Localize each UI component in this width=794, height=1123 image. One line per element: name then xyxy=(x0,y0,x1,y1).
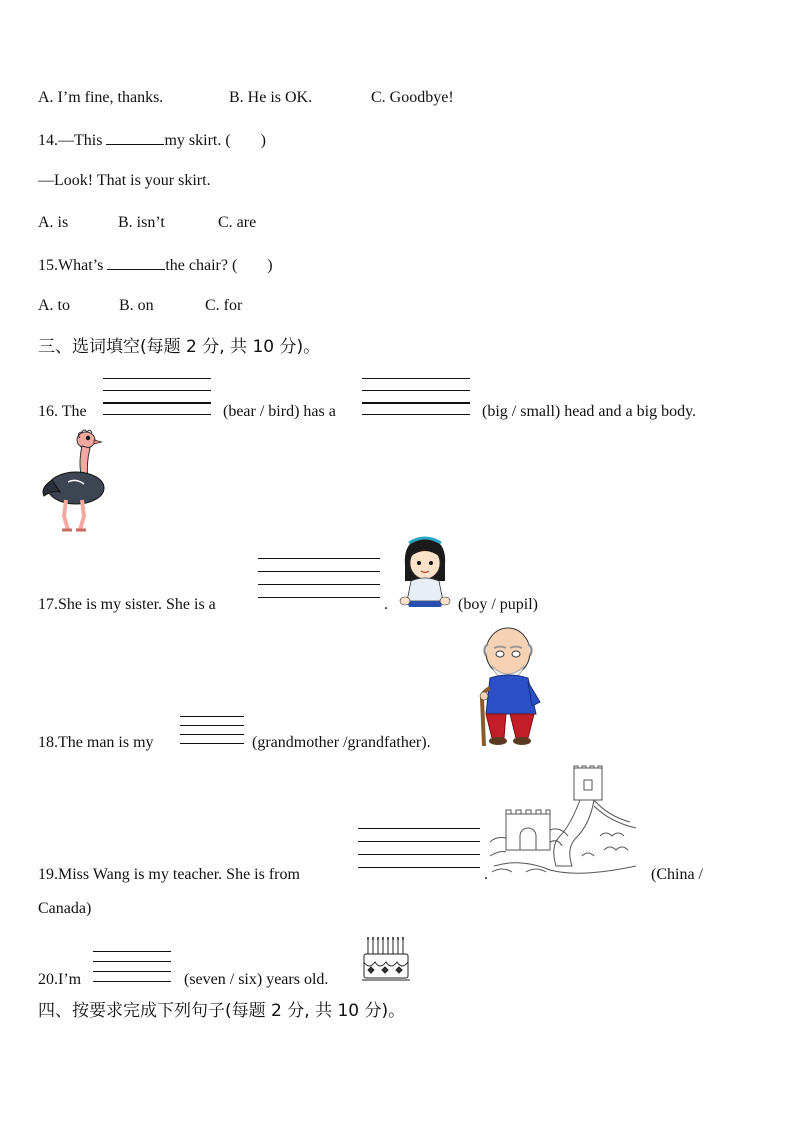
q20-writing-grid[interactable] xyxy=(93,951,171,983)
q14-reply: —Look! That is your skirt. xyxy=(38,172,211,189)
q15-option-a: A. to xyxy=(38,297,70,314)
q17-dot: . xyxy=(384,596,388,613)
q18-text: 18.The man is my xyxy=(38,734,154,751)
q19-writing-grid[interactable] xyxy=(358,828,480,870)
q17-text: 17.She is my sister. She is a xyxy=(38,596,216,613)
q14-option-c: C. are xyxy=(218,214,257,231)
q15-option-c: C. for xyxy=(205,297,243,314)
q15-question xyxy=(38,255,273,276)
q19-dot: . xyxy=(484,866,488,883)
q16-start: 16. The xyxy=(38,403,87,420)
q14-close: ) xyxy=(260,132,266,149)
q16-writing-grid-2[interactable] xyxy=(362,378,470,418)
great-wall-icon xyxy=(490,766,636,878)
grandfather-icon xyxy=(470,626,548,748)
q16-mid: (bear / bird) has a xyxy=(223,403,336,420)
q14-suffix: my skirt. ( xyxy=(164,132,231,149)
q16-writing-grid-1[interactable] xyxy=(103,378,211,418)
q15-blank[interactable] xyxy=(107,255,165,270)
q14-prefix: 14.—This xyxy=(38,132,107,149)
q17-choice: (boy / pupil) xyxy=(458,596,538,613)
q13-option-c: C. Goodbye! xyxy=(371,89,454,106)
section3-heading: 三、选词填空(每题 2 分, 共 10 分)。 xyxy=(38,337,321,357)
q16-end: (big / small) head and a big body. xyxy=(482,403,697,420)
q14-option-b: B. isn’t xyxy=(118,214,165,231)
q18-writing-grid[interactable] xyxy=(180,716,244,746)
q19-text: 19.Miss Wang is my teacher. She is from xyxy=(38,866,300,883)
q19-choice: (China / xyxy=(651,866,703,883)
q20-choice: (seven / six) years old. xyxy=(184,971,329,988)
q14-option-a: A. is xyxy=(38,214,69,231)
q19-choice-cont: Canada) xyxy=(38,900,92,917)
q15-close: ) xyxy=(267,257,273,274)
q20-text: 20.I’m xyxy=(38,971,82,988)
q18-choice: (grandmother /grandfather). xyxy=(252,734,431,751)
q14-question xyxy=(38,130,266,151)
q13-option-a: A. I’m fine, thanks. xyxy=(38,89,164,106)
q15-option-b: B. on xyxy=(119,297,154,314)
ostrich-icon xyxy=(38,430,108,532)
section4-heading: 四、按要求完成下列句子(每题 2 分, 共 10 分)。 xyxy=(38,1001,406,1021)
q17-writing-grid[interactable] xyxy=(258,558,380,600)
q15-prefix: 15.What’s xyxy=(38,257,108,274)
girl-icon xyxy=(397,535,453,611)
q15-suffix: the chair? ( xyxy=(165,257,238,274)
q13-option-b: B. He is OK. xyxy=(229,89,313,106)
q14-blank[interactable] xyxy=(106,130,164,145)
birthday-cake-icon xyxy=(362,936,410,982)
